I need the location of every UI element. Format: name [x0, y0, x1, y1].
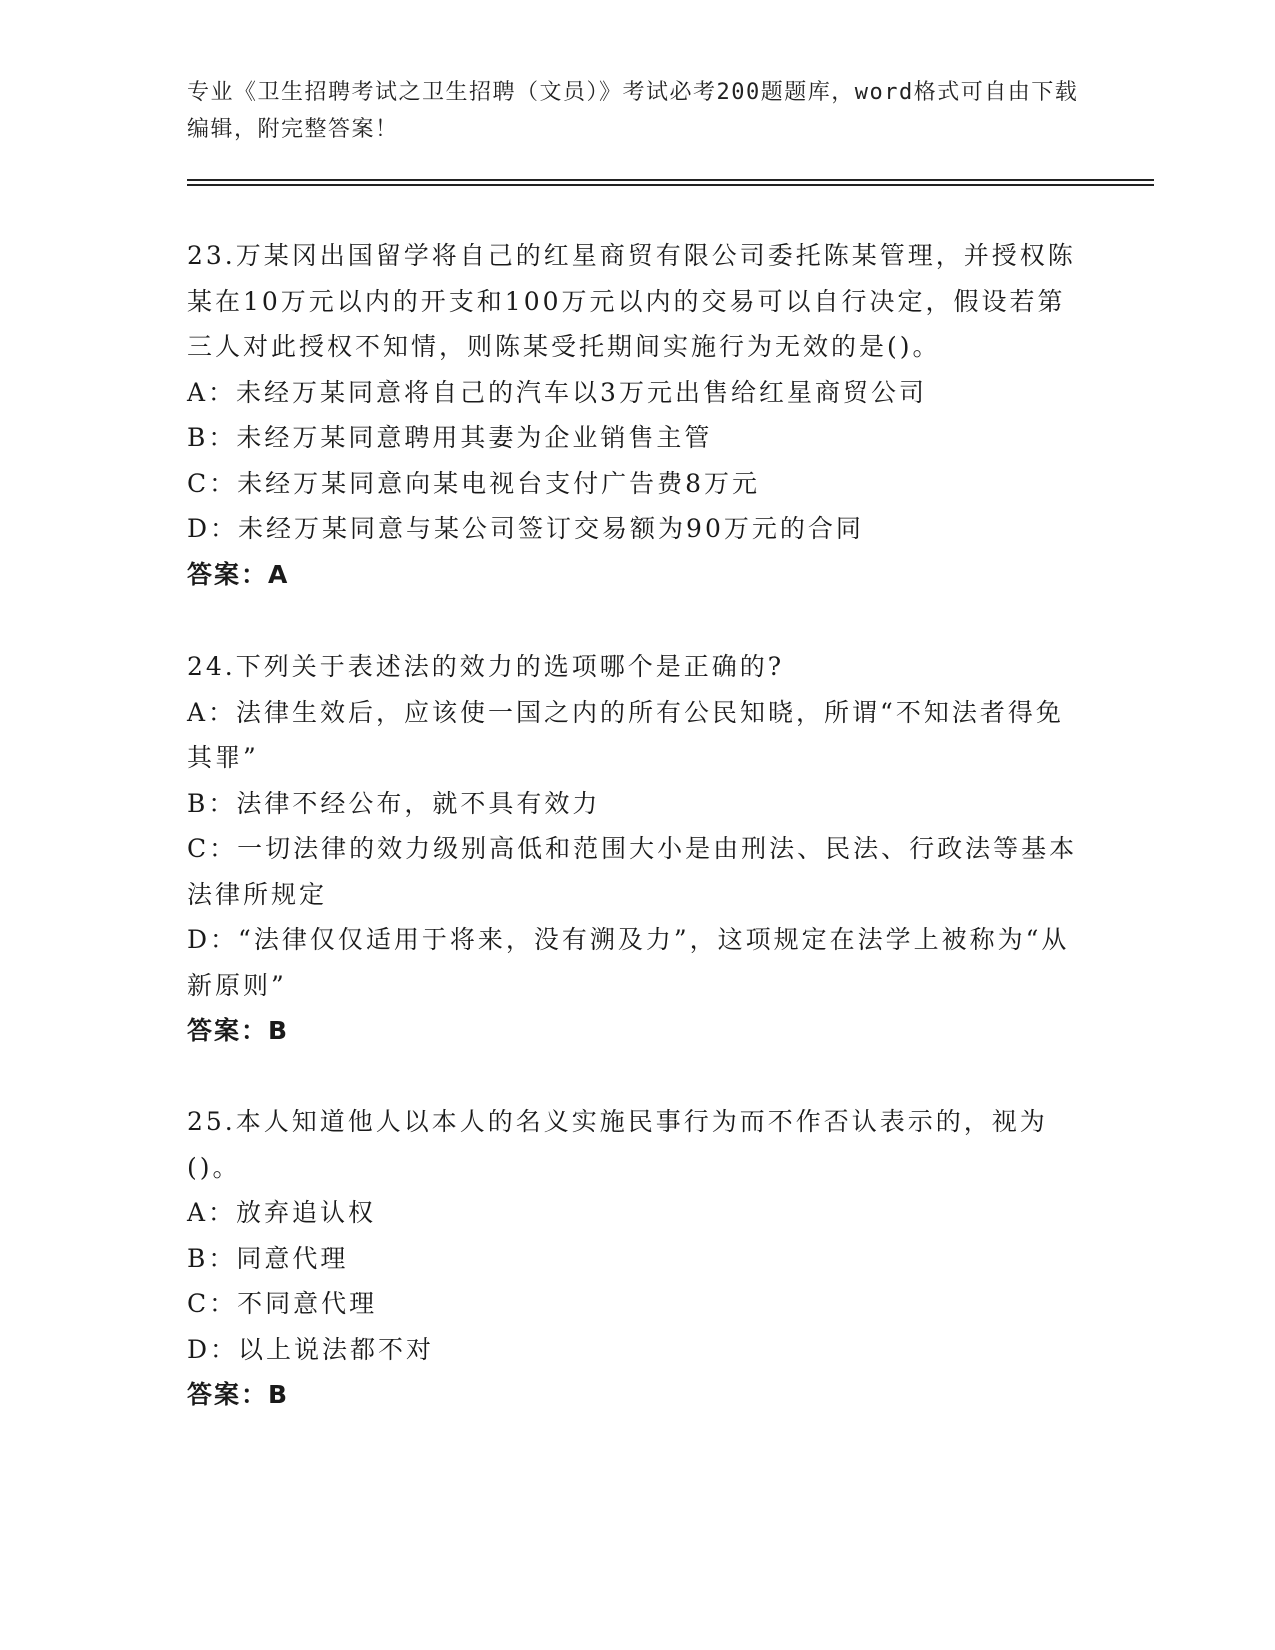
question-stem: 25.本人知道他人以本人的名义实施民事行为而不作否认表示的，视为()。: [187, 1107, 1048, 1182]
answer: 答案：B: [187, 1380, 290, 1409]
option-c: C：一切法律的效力级别高低和范围大小是由刑法、民法、行政法等基本法律所规定: [187, 834, 1078, 909]
question-25: [187, 1099, 1087, 1418]
option-d: D：“法律仅仅适用于将来，没有溯及力”，这项规定在法学上被称为“从新原则”: [187, 925, 1070, 1000]
answer: 答案：B: [187, 1016, 290, 1045]
option-b: B：法律不经公布，就不具有效力: [187, 788, 601, 818]
option-a: A：法律生效后，应该使一国之内的所有公民知晓，所谓“不知法者得免其罪”: [187, 697, 1064, 772]
option-a: A：放弃追认权: [187, 1198, 377, 1227]
question-stem: 24.下列关于表述法的效力的选项哪个是正确的?: [187, 652, 785, 681]
header-divider-bottom: [187, 184, 1154, 186]
option-c: C：不同意代理: [187, 1289, 378, 1318]
option-a: A：未经万某同意将自己的汽车以3万元出售给红星商贸公司: [187, 377, 927, 407]
option-c: C：未经万某同意向某电视台支付广告费8万元: [187, 468, 761, 498]
question-23: [187, 233, 1087, 597]
question-stem: 23.万某冈出国留学将自己的红星商贸有限公司委托陈某管理，并授权陈某在10万元以内的开支和100万元以内的交易可以自行决定，假设若第三人对此授权不知情，则陈某受托期间实施行为无效的是()。: [187, 241, 1076, 361]
document-header: 专业《卫生招聘考试之卫生招聘（文员）》考试必考200题题库，word格式可自由下载编辑，附完整答案！: [187, 80, 1079, 142]
option-d: D：以上说法都不对: [187, 1334, 435, 1364]
question-24: [187, 644, 1087, 1054]
option-d: D：未经万某同意与某公司签订交易额为90万元的合同: [187, 514, 864, 543]
answer: 答案：A: [187, 559, 290, 589]
option-b: B：未经万某同意聘用其妻为企业销售主管: [187, 423, 713, 452]
header-divider-top: [187, 179, 1154, 181]
option-b: B：同意代理: [187, 1243, 349, 1273]
